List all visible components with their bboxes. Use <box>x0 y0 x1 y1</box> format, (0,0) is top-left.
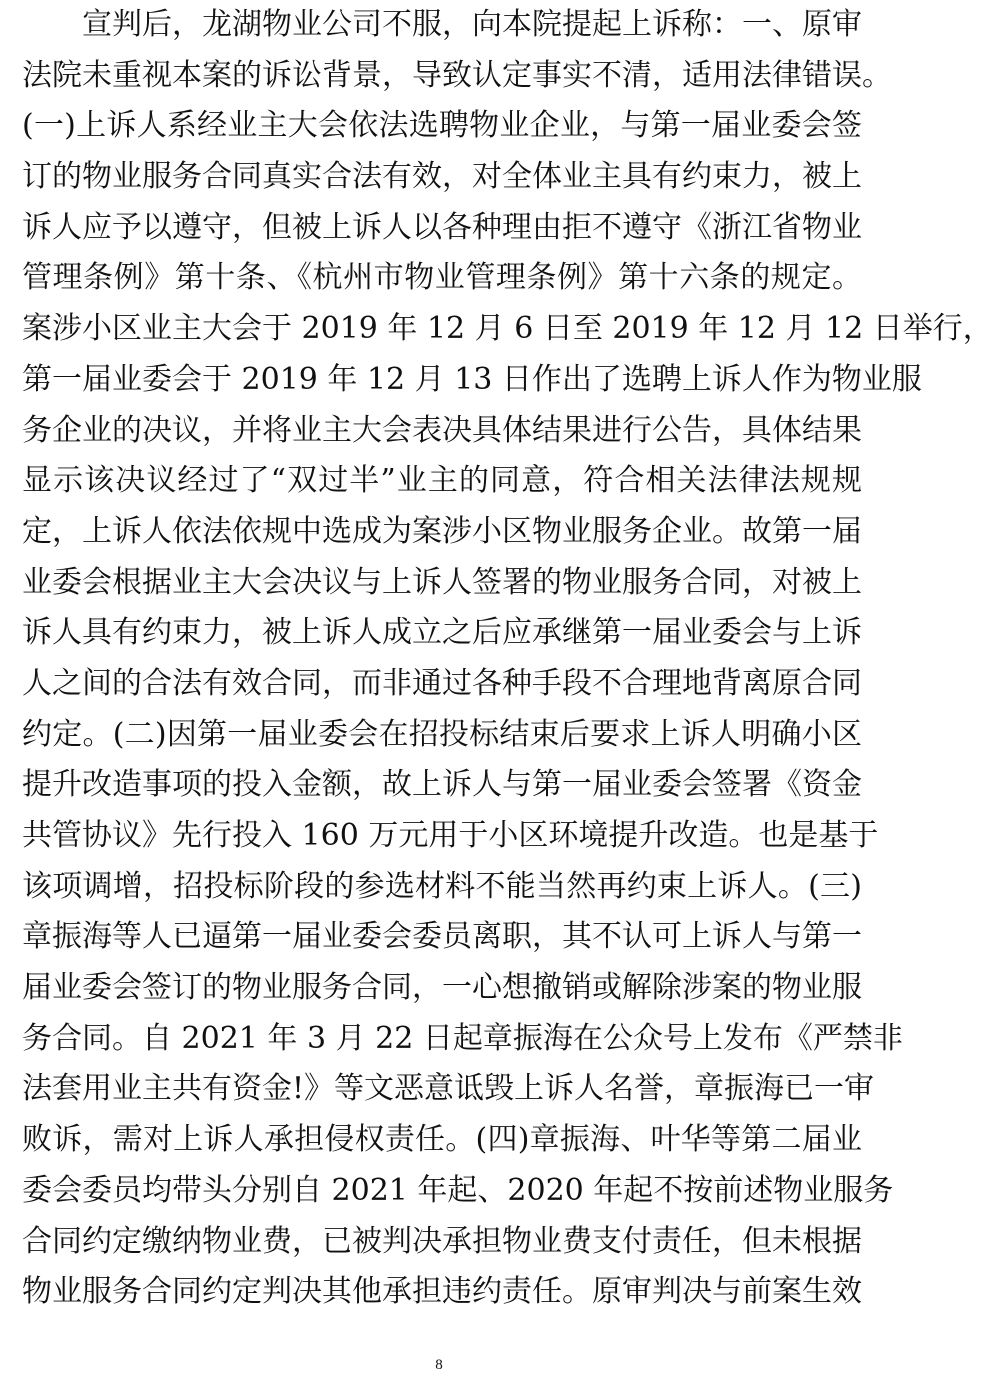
paragraph-line: 法套用业主共有资金!》等文恶意诋毁上诉人名誉，章振海已一审 <box>22 1071 875 1107</box>
paragraph-line: 共管协议》先行投入 160 万元用于小区环境提升改造。也是基于 <box>22 818 879 853</box>
paragraph-line: 管理条例》第十条、《杭州市物业管理条例》第十六条的规定。 <box>22 260 862 296</box>
paragraph-line: 显示该决议经过了“双过半”业主的同意，符合相关法律法规规 <box>22 463 862 499</box>
paragraph-line: 诉人具有约束力，被上诉人成立之后应承继第一届业委会与上诉 <box>22 615 862 651</box>
paragraph-line: 合同约定缴纳物业费，已被判决承担物业费支付责任，但未根据 <box>22 1223 862 1259</box>
paragraph-line: 人之间的合法有效合同，而非通过各种手段不合理地背离原合同 <box>22 665 862 701</box>
paragraph-line: 章振海等人已逼第一届业委会委员离职，其不认可上诉人与第一 <box>22 919 862 955</box>
paragraph-line: 物业服务合同约定判决其他承担违约责任。原审判决与前案生效 <box>22 1274 862 1310</box>
paragraph-line: 届业委会签订的物业服务合同，一心想撤销或解除涉案的物业服 <box>22 970 862 1006</box>
paragraph-line: 业委会根据业主大会决议与上诉人签署的物业服务合同，对被上 <box>22 564 862 600</box>
paragraph-line: (一)上诉人系经业主大会依法选聘物业企业，与第一届业委会签 <box>22 108 862 144</box>
paragraph-line: 第一届业委会于 2019 年 12 月 13 日作出了选聘上诉人作为物业服 <box>22 361 922 397</box>
body-paragraph <box>22 0 993 1318</box>
paragraph-line: 委会委员均带头分别自 2021 年起、2020 年起不按前述物业服务 <box>22 1172 894 1208</box>
paragraph-line: 诉人应予以遵守，但被上诉人以各种理由拒不遵守《浙江省物业 <box>22 209 862 245</box>
paragraph-line: 务企业的决议，并将业主大会表决具体结果进行公告，具体结果 <box>22 412 862 448</box>
paragraph-line: 约定。(二)因第一届业委会在招投标结束后要求上诉人明确小区 <box>22 716 862 752</box>
paragraph-line: 提升改造事项的投入金额，故上诉人与第一届业委会签署《资金 <box>22 767 862 803</box>
paragraph-line: 务合同。自 2021 年 3 月 22 日起章振海在公众号上发布《严禁非 <box>22 1020 903 1056</box>
paragraph-line: 订的物业服务合同真实合法有效，对全体业主具有约束力，被上 <box>22 159 862 195</box>
paragraph-line: 败诉，需对上诉人承担侵权责任。(四)章振海、叶华等第二届业 <box>22 1122 862 1158</box>
paragraph-line: 宣判后，龙湖物业公司不服，向本院提起上诉称：一、原审 <box>82 7 862 42</box>
paragraph-line: 定，上诉人依法依规中选成为案涉小区物业服务企业。故第一届 <box>22 513 862 549</box>
paragraph-line: 该项调增，招投标阶段的参选材料不能当然再约束上诉人。(三) <box>22 868 862 904</box>
paragraph-line: 法院未重视本案的诉讼背景，导致认定事实不清，适用法律错误。 <box>22 57 892 93</box>
paragraph-line: 案涉小区业主大会于 2019 年 12 月 6 日至 2019 年 12 月 12 日举行， <box>22 311 993 347</box>
page-number: 8 <box>435 1357 443 1373</box>
